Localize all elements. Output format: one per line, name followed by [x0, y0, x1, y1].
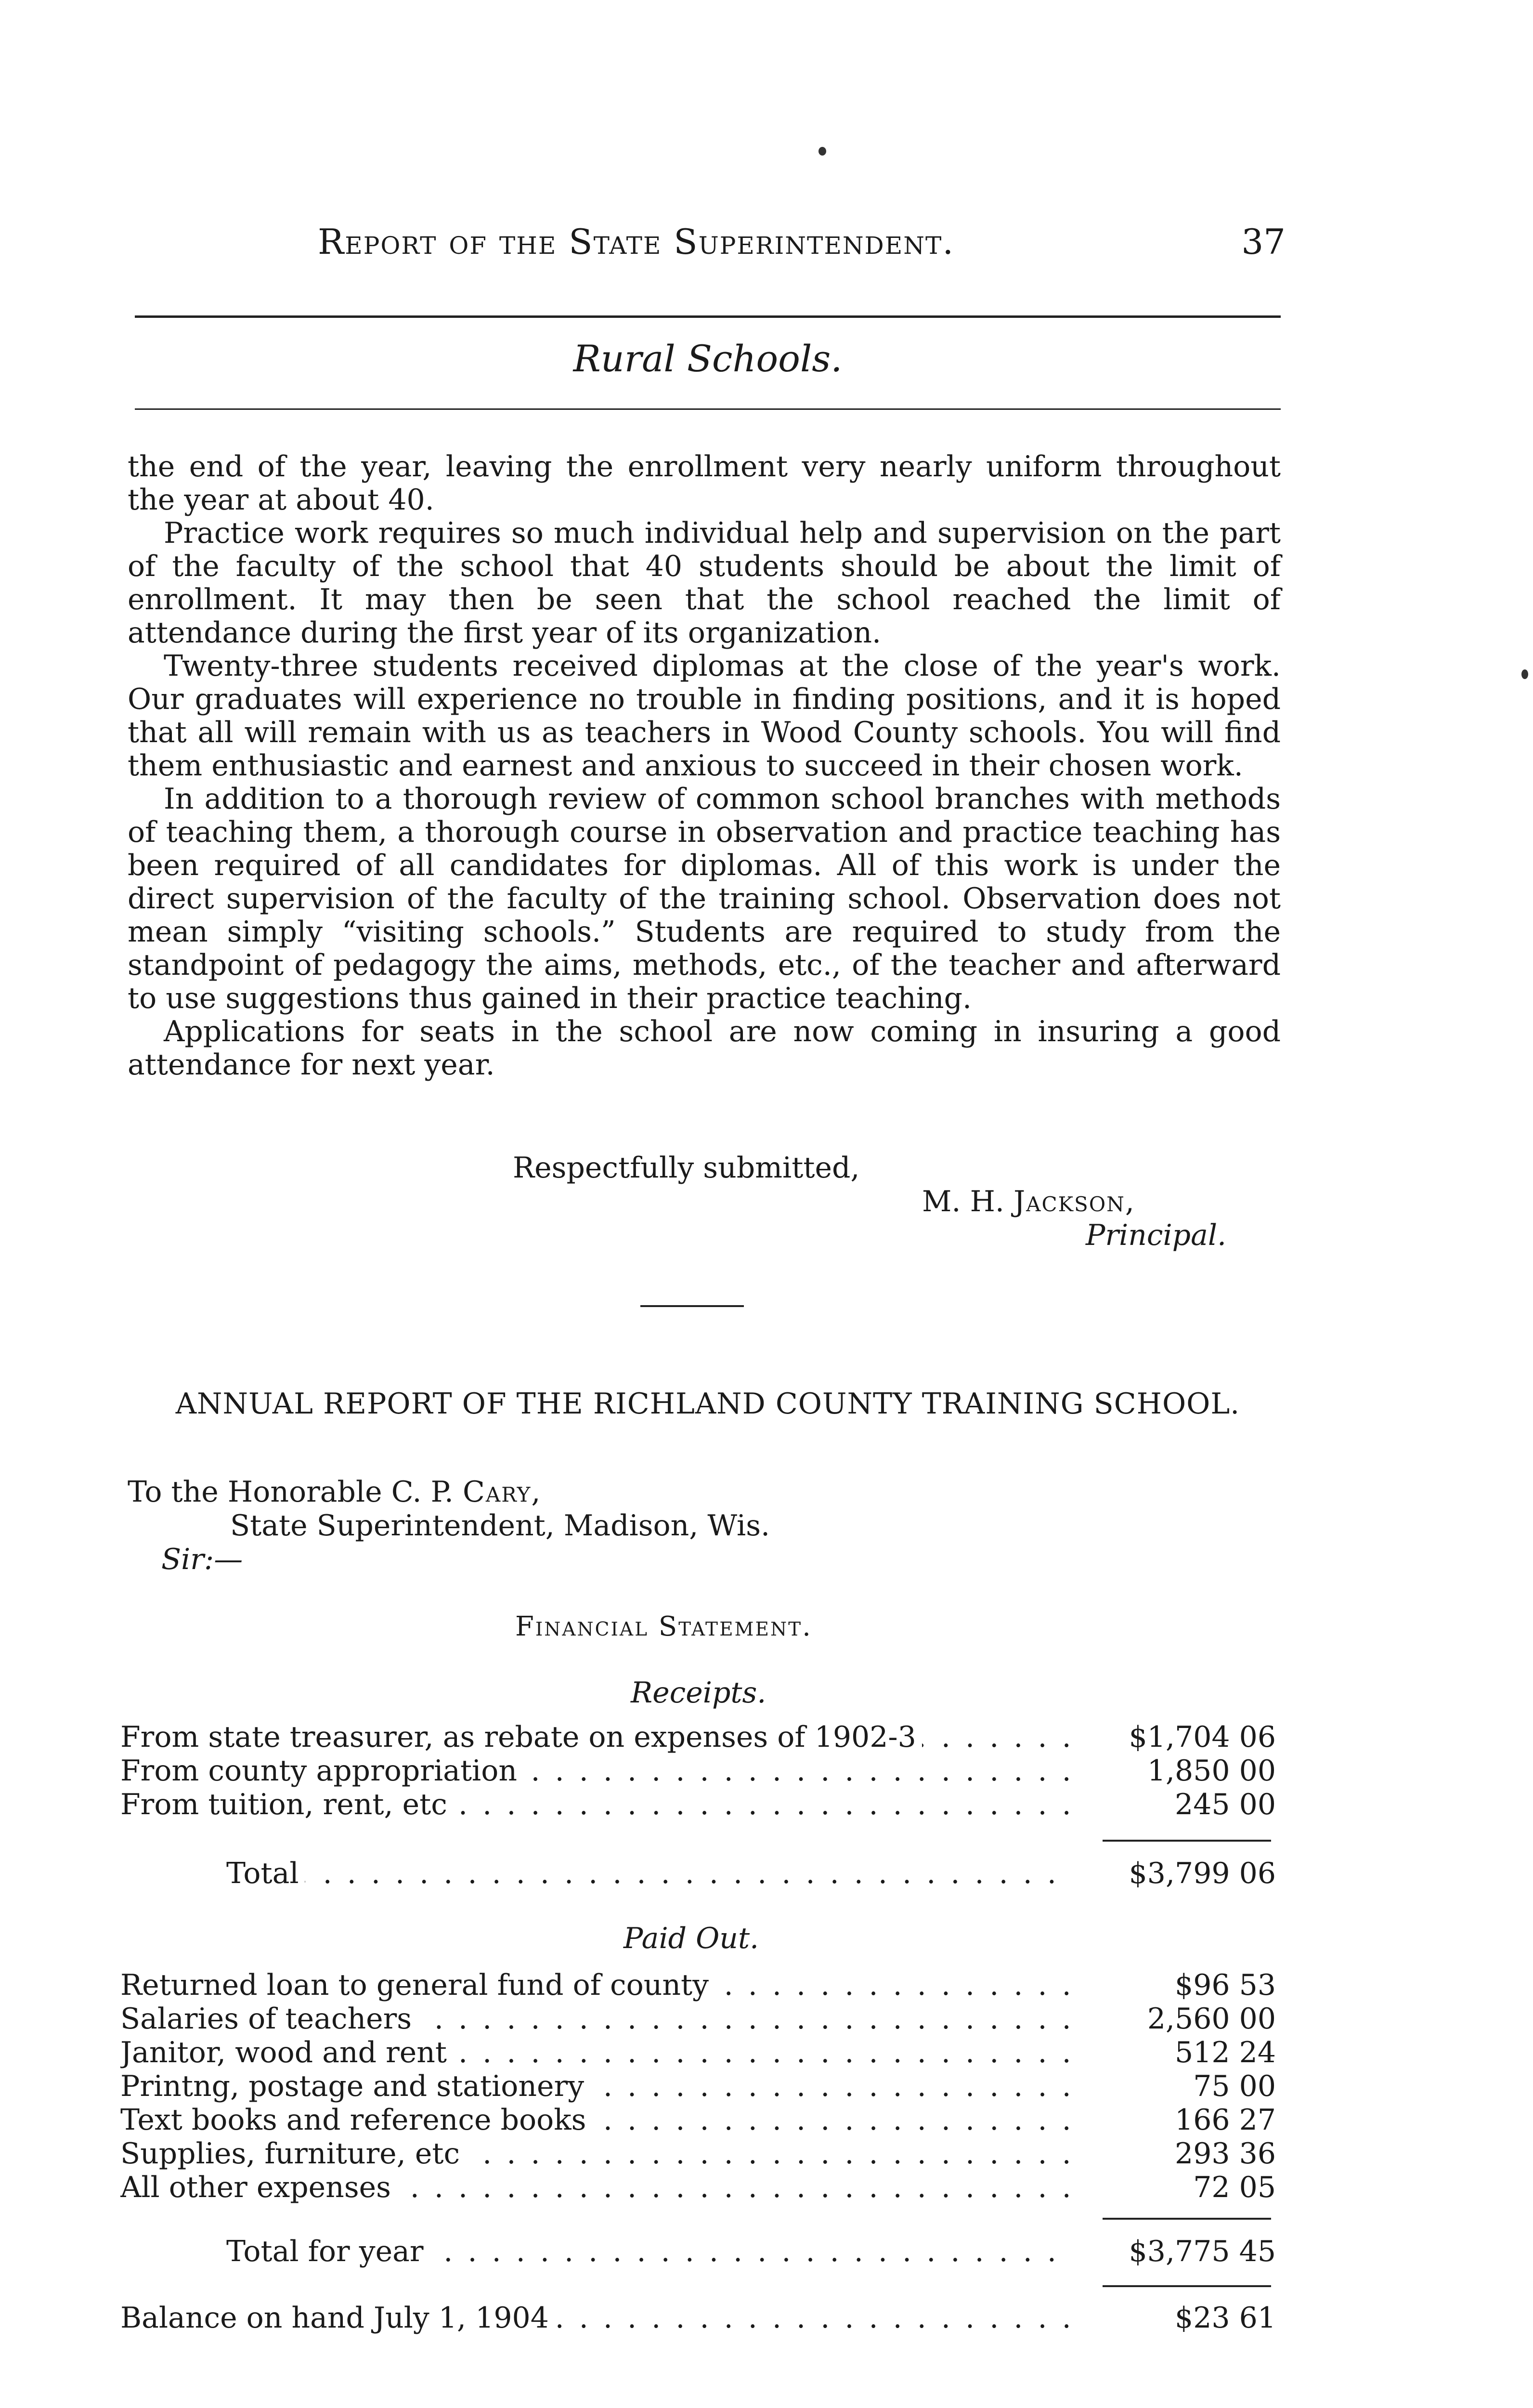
receipt-label: From state treasurer, as rebate on expenses of 1902-3 — [120, 1720, 922, 1754]
paid-out-heading: Paid Out. — [624, 1922, 759, 1955]
sum-rule — [1103, 2285, 1271, 2287]
closing: Respectfully submitted, — [513, 1151, 860, 1185]
expense-label: Text books and reference books — [120, 2103, 592, 2137]
expense-label: All other expenses — [120, 2171, 397, 2204]
expense-amount: 75 00 — [1193, 2069, 1276, 2103]
expense-row — [120, 2002, 1276, 2036]
expense-amount: 512 24 — [1175, 2036, 1276, 2069]
balance-row — [120, 2301, 1276, 2335]
expense-row — [120, 1968, 1276, 2002]
sum-rule — [1103, 2218, 1271, 2220]
expense-row — [120, 2036, 1276, 2069]
address-line-1 — [128, 1475, 541, 1509]
address-prefix: To the Honorable C. P. — [128, 1475, 454, 1509]
expense-amount: 293 36 — [1175, 2137, 1276, 2171]
section-rule — [135, 408, 1281, 410]
receipt-row — [120, 1720, 1276, 1754]
receipt-label: From county appropriation — [120, 1754, 523, 1788]
receipt-row — [120, 1788, 1276, 1821]
expense-label: Salaries of teachers — [120, 2002, 417, 2036]
page-number: 37 — [1241, 222, 1286, 262]
balance-amount: $23 61 — [1175, 2301, 1276, 2335]
signer-title: Principal. — [1086, 1218, 1227, 1252]
paragraph: Applications for seats in the school are now coming in insuring a good attendance for next year. — [128, 1015, 1281, 1082]
expense-label: Returned loan to general fund of county — [120, 1968, 715, 2002]
receipts-heading: Receipts. — [631, 1676, 766, 1710]
signature — [922, 1185, 1135, 1218]
header-rule — [135, 315, 1281, 318]
address-name: Cary, — [463, 1475, 542, 1509]
body-text — [128, 450, 1281, 1082]
expense-label: Janitor, wood and rent — [120, 2036, 453, 2069]
running-title: Report of the State Superintendent. — [318, 222, 955, 262]
expense-amount: 2,560 00 — [1147, 2002, 1276, 2036]
signer-name: Jackson, — [1013, 1185, 1135, 1218]
page-header — [135, 222, 1286, 275]
expense-row — [120, 2171, 1276, 2204]
balance-label: Balance on hand July 1, 1904 — [120, 2301, 555, 2335]
salutation: Sir:— — [161, 1543, 243, 1576]
paragraph: the end of the year, leaving the enrollment very nearly uniform throughout the year at about 40. — [128, 450, 1281, 517]
expense-row — [120, 2069, 1276, 2103]
section-divider — [640, 1305, 744, 1307]
paragraph: Practice work requires so much individual help and supervision on the part of the faculty of the school that 40 students should be about the limit of enrollment. It may then be seen that the school reached the limit of attendance during the first year of its organization. — [128, 516, 1281, 650]
receipt-amount: 1,850 00 — [1147, 1754, 1276, 1788]
report-title: ANNUAL REPORT OF THE RICHLAND COUNTY TRAINING SCHOOL. — [175, 1387, 1240, 1421]
receipts-total-row — [120, 1857, 1276, 1890]
scan-speck — [818, 147, 826, 156]
expense-total-label: Total for year — [226, 2235, 429, 2268]
expense-label: Supplies, furniture, etc — [120, 2137, 466, 2171]
expense-label: Printng, postage and stationery — [120, 2069, 590, 2103]
scan-speck — [1521, 669, 1528, 679]
sum-rule — [1103, 1840, 1271, 1842]
address-line-2: State Superintendent, Madison, Wis. — [230, 1509, 770, 1543]
expense-row — [120, 2137, 1276, 2171]
receipts-total-amount: $3,799 06 — [1129, 1857, 1276, 1890]
expense-row — [120, 2103, 1276, 2137]
receipts-total-label: Total — [226, 1857, 305, 1890]
receipt-amount: $1,704 06 — [1129, 1720, 1276, 1754]
expense-amount: 166 27 — [1175, 2103, 1276, 2137]
receipt-label: From tuition, rent, etc — [120, 1788, 453, 1821]
expense-amount: 72 05 — [1193, 2171, 1276, 2204]
expense-total-amount: $3,775 45 — [1129, 2235, 1276, 2268]
financial-statement-title: Financial Statement. — [515, 1611, 812, 1642]
paragraph: Twenty-three students received diplomas at the close of the year's work. Our graduates will experience no trouble in finding positions, and it is hoped that all will remain with us as teachers in Wood County schools. You will find them enthusiastic and earnest and anxious to succeed in their chosen work. — [128, 649, 1281, 783]
receipt-amount: 245 00 — [1175, 1788, 1276, 1821]
section-title: Rural Schools. — [573, 337, 843, 380]
expense-amount: $96 53 — [1175, 1968, 1276, 2002]
paragraph: In addition to a thorough review of common school branches with methods of teaching them, a thorough course in observation and practice teaching has been required of all candidates for diplomas. All of this work is under the direct supervision of the faculty of the training school. Observation does not mean simply “visiting schools.” Students are required to study from the standpoint of pedagogy the aims, methods, etc., of the teacher and afterward to use suggestions thus gained in their practice teaching. — [128, 782, 1281, 1015]
receipt-row — [120, 1754, 1276, 1788]
expense-total-row — [120, 2235, 1276, 2268]
signer-initials: M. H. — [922, 1185, 1004, 1218]
